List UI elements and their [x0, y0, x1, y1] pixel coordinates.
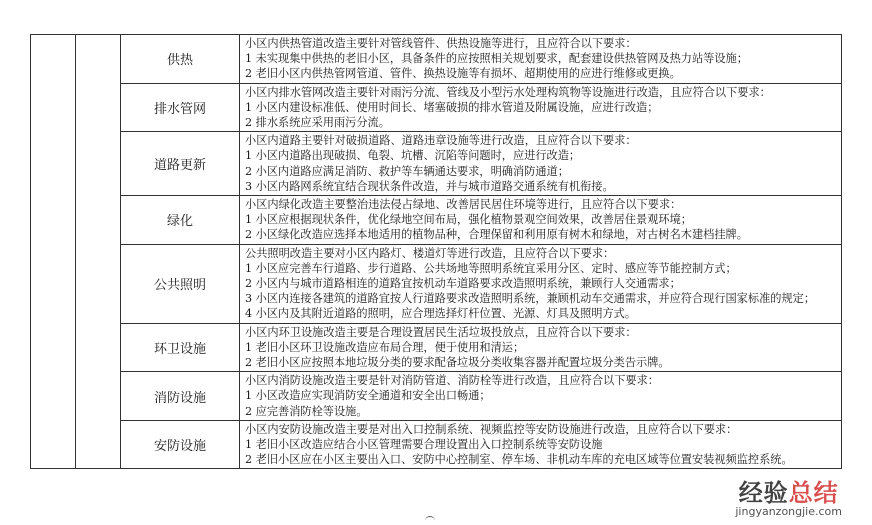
description-cell	[240, 35, 842, 84]
category-cell: 环卫设施	[121, 323, 240, 372]
site-watermark	[735, 480, 842, 518]
table-row	[31, 83, 842, 132]
description-line: 3 小区内路网系统宜结合现状条件改造，并与城市道路交通系统有机衔接。	[245, 179, 614, 193]
table-row	[31, 196, 842, 245]
description-line: 1 小区改造应实现消防安全通道和安全出口畅通；	[245, 389, 491, 403]
watermark-url: jingyanzongjie.com	[735, 505, 842, 518]
category-cell: 安防设施	[121, 420, 240, 469]
category-cell: 消防设施	[121, 372, 240, 421]
description-line: 小区内道路主要针对破损道路、道路违章设施等进行改造，且应符合以下要求：	[245, 134, 637, 148]
description-line: 小区内环卫设施改造主要是合理设置居民生活垃圾投放点，且应符合以下要求：	[245, 325, 637, 339]
description-cell	[240, 244, 842, 323]
description-line: 小区内消防设施改造主要是针对消防管道、消防栓等进行改造，且应符合以下要求：	[245, 374, 659, 388]
description-line: 2 小区内与城市道路相连的道路宜按机动车道路要求改造照明系统，兼顾行人交通需求；	[245, 277, 681, 291]
table-row	[31, 35, 842, 84]
description-cell	[240, 196, 842, 245]
description-cell	[240, 83, 842, 132]
watermark-accent: 总结	[788, 479, 839, 507]
description-line: 2 老旧小区应按照本地垃圾分类的要求配备垃圾分类收集容器并配置垃圾分类告示牌。	[245, 356, 670, 370]
description-line: 小区内绿化改造主要整治违法侵占绿地、改善居民居住环境等进行，且应符合以下要求：	[245, 198, 682, 212]
description-line: 1 小区内道路出现破损、龟裂、坑槽、沉陷等问题时，应进行改造；	[245, 149, 581, 163]
table-row	[31, 420, 842, 469]
blank-column-1	[31, 35, 76, 469]
category-cell: 道路更新	[121, 132, 240, 196]
description-line: 公共照明改造主要对小区内路灯、楼道灯等进行改造，且应符合以下要求：	[245, 246, 615, 260]
description-line: 2 应完善消防栓等设施。	[245, 404, 368, 418]
description-cell	[240, 132, 842, 196]
watermark-logo-text	[735, 480, 842, 506]
description-cell	[240, 372, 842, 421]
description-line: 1 老旧小区改造应结合小区管理需要合理设置出入口控制系统等安防设施	[245, 438, 603, 452]
description-line: 2 排水系统应采用雨污分流。	[245, 116, 390, 130]
description-line: 1 老旧小区环卫设施改造应布局合理，便于使用和清运；	[245, 340, 525, 354]
description-cell	[240, 420, 842, 469]
category-cell: 公共照明	[121, 244, 240, 323]
table-row	[31, 372, 842, 421]
description-line: 1 小区应根据现状条件，优化绿地空间布局，强化植物景观空间效果，改善居住景观环境；	[245, 213, 692, 227]
description-line: 1 未实现集中供热的老旧小区，具备条件的应按照相关规划要求，配套建设供热管网及热力站等设施；	[245, 52, 748, 66]
category-cell: 绿化	[121, 196, 240, 245]
category-cell: 排水管网	[121, 83, 240, 132]
description-line: 2 小区绿化改造应选择本地适用的植物品种，合理保留和利用原有树木和绿地，对古树名木建档挂牌。	[245, 228, 748, 242]
table-row	[31, 244, 842, 323]
description-line: 2 老旧小区内供热管网管道、管件、换热设施等有损坏、超期使用的应进行维修或更换。	[245, 67, 681, 81]
description-line: 2 小区内道路应满足消防、救护等车辆通达要求，明确消防通道；	[245, 164, 569, 178]
requirements-table	[30, 34, 842, 469]
table-row	[31, 323, 842, 372]
description-line: 小区内安防设施改造主要是对出入口控制系统、视频监控等安防设施进行改造，且应符合以下要求：	[245, 422, 738, 436]
category-cell: 供热	[121, 35, 240, 84]
blank-column-2	[76, 35, 121, 469]
description-line: 1 小区内建设标准低、使用时间长、堵塞破损的排水管道及附属设施，应进行改造；	[245, 100, 659, 114]
description-line: 2 老旧小区应在小区主要出入口、安防中心控制室、停车场、非机动车库的充电区域等位置安装视频监控系统。	[245, 453, 793, 467]
watermark-main: 经验	[738, 479, 789, 507]
description-line: 小区内供热管道改造主要针对管线管件、供热设施等进行，且应符合以下要求：	[245, 37, 637, 50]
table-row	[31, 132, 842, 196]
description-line: 4 小区内及其附近道路的照明，应合理选择灯杆位置、光源、灯具及照明方式。	[245, 307, 637, 321]
description-cell	[240, 323, 842, 372]
description-line: 1 小区应完善车行道路、步行道路、公共场地等照明系统宜采用分区、定时、感应等节能控制方式；	[245, 261, 737, 275]
description-line: 3 小区内连接各建筑的道路宜按人行道路要求改造照明系统，兼顾机动车交通需求，并应符合现行国家标准的规定；	[245, 292, 816, 306]
description-line: 小区内排水管网改造主要针对雨污分流、管线及小型污水处理构筑物等设施进行改造，且应符合以下要求：	[245, 85, 771, 99]
